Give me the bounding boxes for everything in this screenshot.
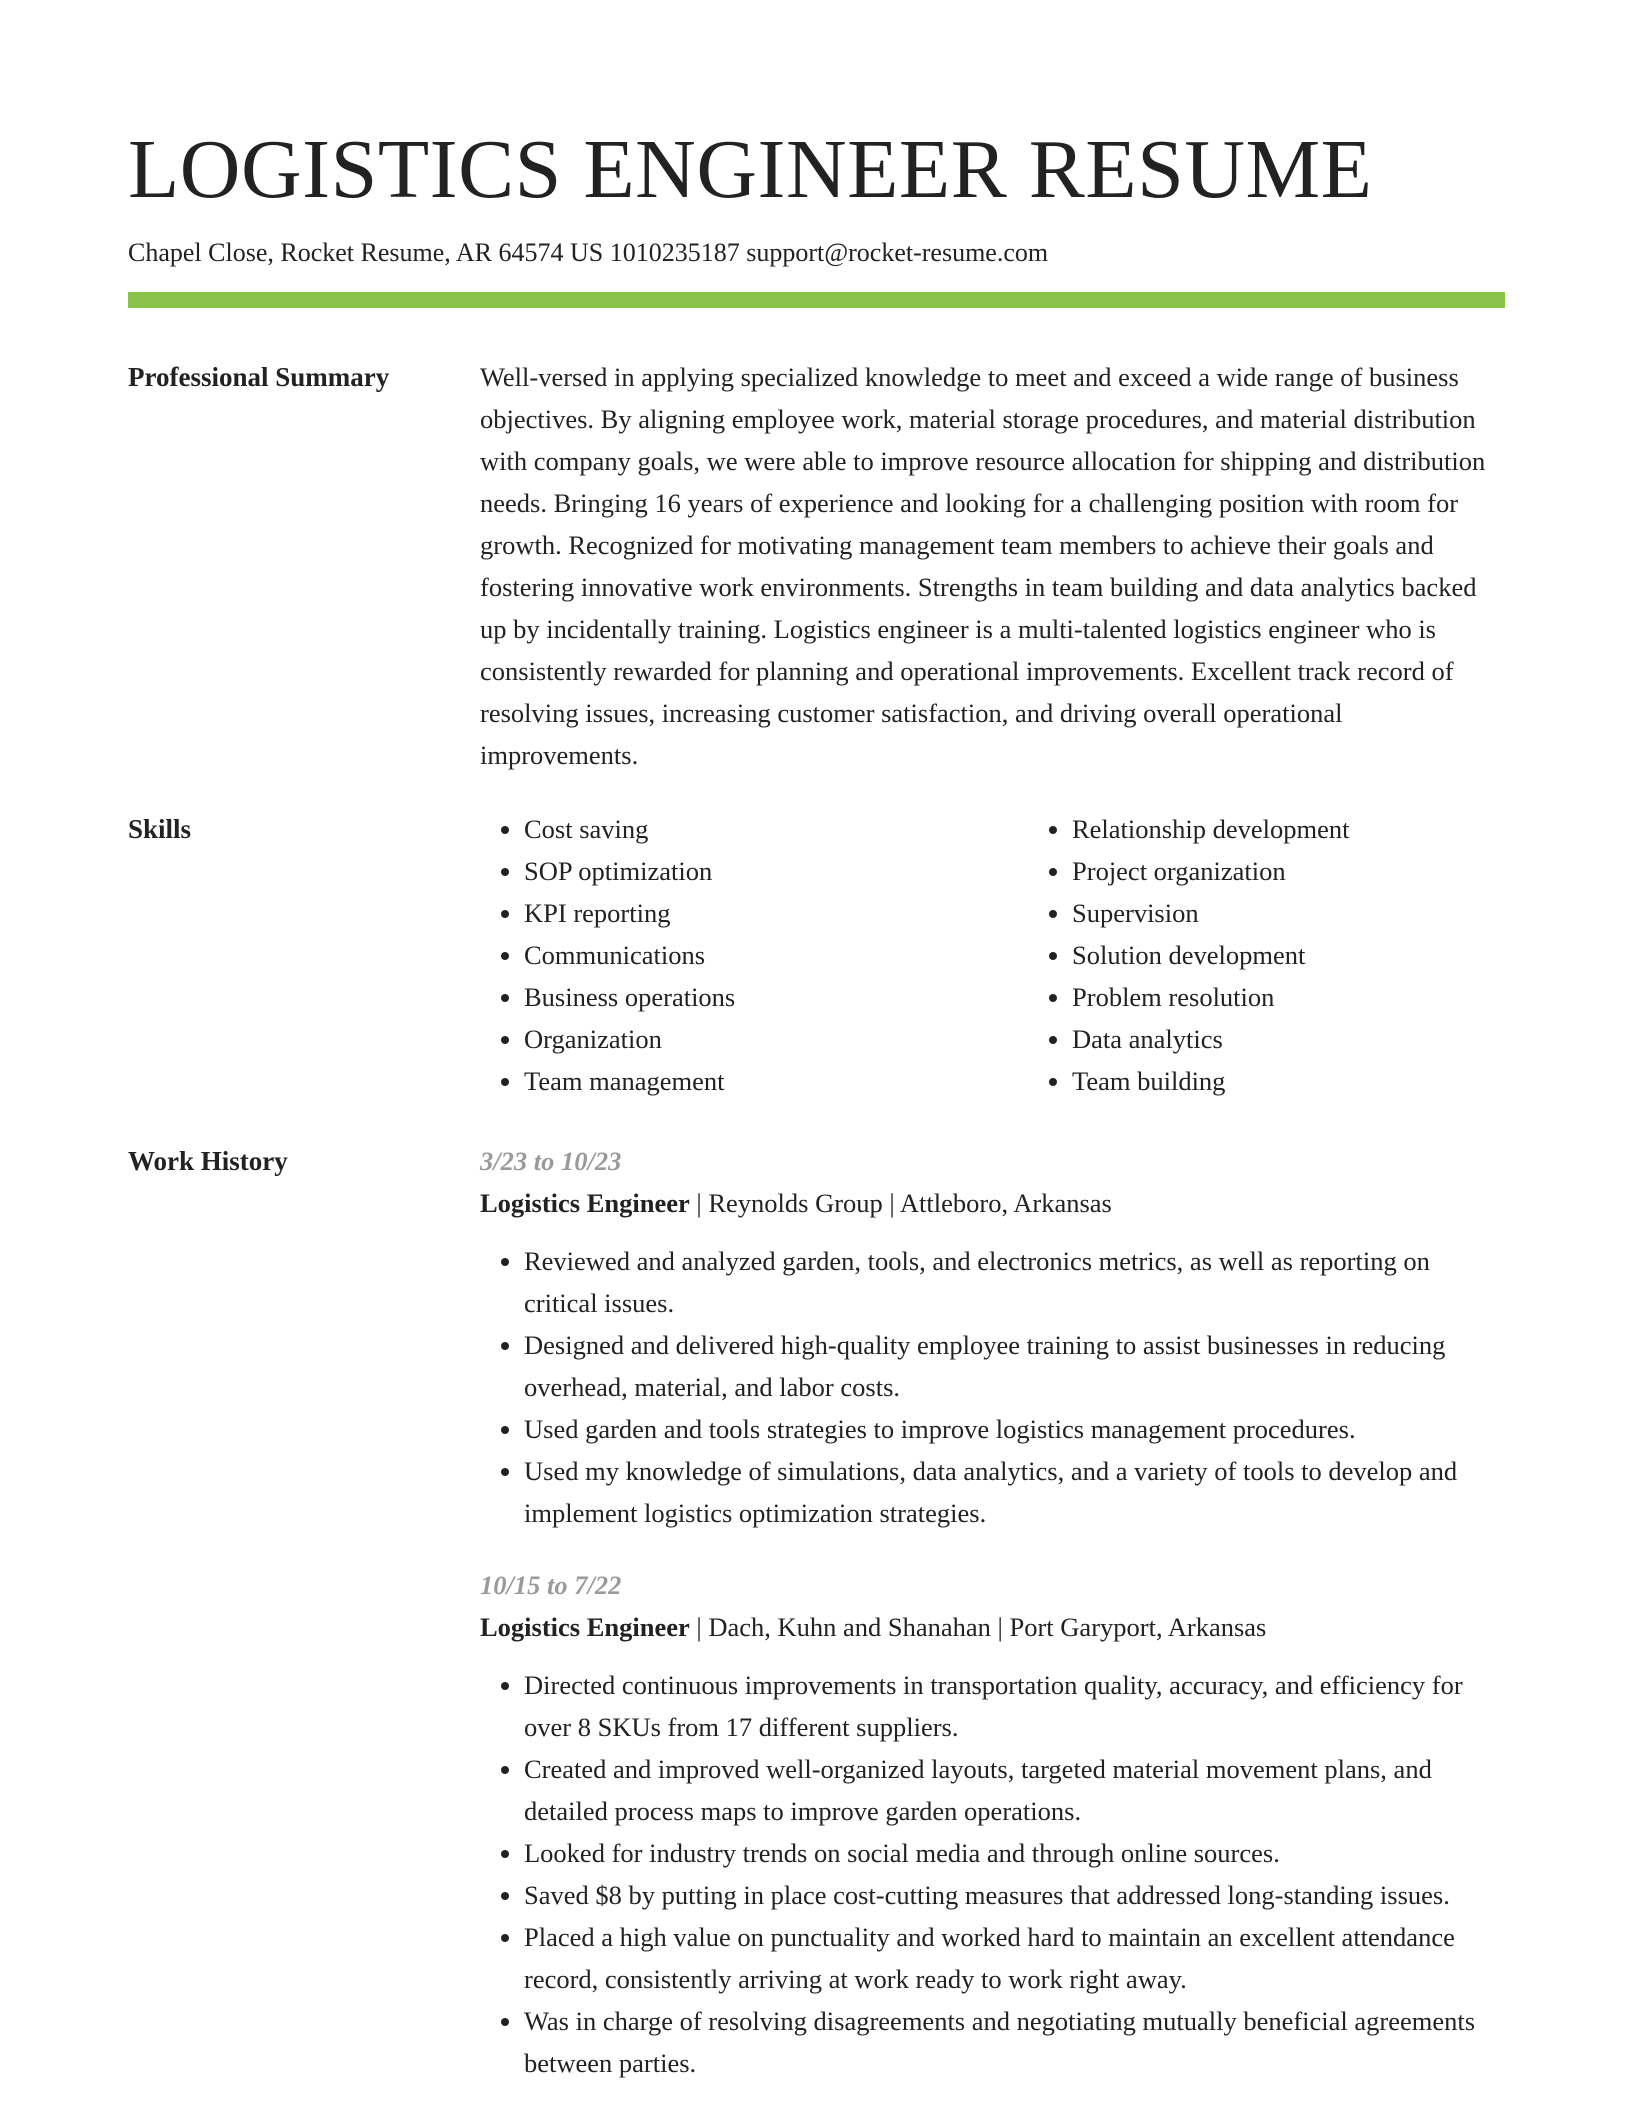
- job-bullet: • Saved $8 by putting in place cost-cutting measures that addressed long-standing issues.: [524, 1874, 1505, 1916]
- section-label-summary: Professional Summary: [128, 362, 390, 392]
- skill-item: • Solution development: [1072, 934, 1576, 976]
- job-bullet: • Directed continuous improvements in transportation quality, accuracy, and efficiency for over 8 SKUs from 17 different suppliers.: [524, 1664, 1505, 1748]
- job-dates: 10/15 to 7/22: [480, 1570, 622, 1600]
- contact-line: Chapel Close, Rocket Resume, AR 64574 US 1010235187 support@rocket-resume.com: [128, 238, 1049, 267]
- skill-item: • Communications: [524, 934, 1028, 976]
- section-label-work-history: Work History: [128, 1146, 288, 1176]
- skill-item: • SOP optimization: [524, 850, 1028, 892]
- skill-item: • Cost saving: [524, 808, 1028, 850]
- skill-item: • Business operations: [524, 976, 1028, 1018]
- skill-item: • Organization: [524, 1018, 1028, 1060]
- job-bullet: • Used my knowledge of simulations, data analytics, and a variety of tools to develop and implement logistics optimization strategies.: [524, 1450, 1505, 1534]
- resume-page: [128, 0, 1505, 2114]
- skills-grid: [480, 808, 1576, 1102]
- job-bullet: • Looked for industry trends on social media and through online sources.: [524, 1832, 1505, 1874]
- skill-item: • Problem resolution: [1072, 976, 1576, 1018]
- skill-item: • Data analytics: [1072, 1018, 1576, 1060]
- job-entry: [480, 1564, 1505, 2084]
- job-heading: [480, 1606, 1505, 1648]
- job-heading: [480, 1182, 1505, 1224]
- job-bullet: • Created and improved well-organized layouts, targeted material movement plans, and detailed process maps to improve garden operations.: [524, 1748, 1505, 1832]
- job-bullets: [480, 1664, 1505, 2084]
- skill-item: • Team building: [1072, 1060, 1576, 1102]
- job-dates: 3/23 to 10/23: [480, 1146, 622, 1176]
- skill-item: • Relationship development: [1072, 808, 1576, 850]
- job-bullets: [480, 1240, 1505, 1534]
- skills-column-right: [1028, 808, 1576, 1102]
- job-bullet: • Placed a high value on punctuality and worked hard to maintain an excellent attendance record, consistently arriving at work ready to work right away.: [524, 1916, 1505, 2000]
- skills-body: [480, 808, 1576, 1102]
- skill-item: • Project organization: [1072, 850, 1576, 892]
- skill-item: • KPI reporting: [524, 892, 1028, 934]
- job-title: Logistics Engineer: [480, 1188, 690, 1218]
- job-title: Logistics Engineer: [480, 1612, 690, 1642]
- job-bullet: • Reviewed and analyzed garden, tools, and electronics metrics, as well as reporting on critical issues.: [524, 1240, 1505, 1324]
- section-label-skills: Skills: [128, 814, 192, 844]
- work-history-body: [480, 1140, 1505, 2114]
- job-bullet: • Was in charge of resolving disagreements and negotiating mutually beneficial agreements between parties.: [524, 2000, 1505, 2084]
- job-bullet: • Used garden and tools strategies to improve logistics management procedures.: [524, 1408, 1505, 1450]
- skill-item: • Team management: [524, 1060, 1028, 1102]
- summary-body: [480, 356, 1505, 776]
- job-details: | Reynolds Group | Attleboro, Arkansas: [689, 1188, 1112, 1218]
- skill-item: • Supervision: [1072, 892, 1576, 934]
- job-entry: [480, 1140, 1505, 1534]
- skills-column-left: [480, 808, 1028, 1102]
- work-history-section: [128, 1140, 1505, 2114]
- skills-section: [128, 808, 1505, 1102]
- resume-title: LOGISTICS ENGINEER RESUME: [128, 123, 1373, 216]
- job-bullet: • Designed and delivered high-quality employee training to assist businesses in reducing overhead, material, and labor costs.: [524, 1324, 1505, 1408]
- accent-divider: [128, 292, 1505, 308]
- summary-text: Well-versed in applying specialized knowledge to meet and exceed a wide range of business objectives. By aligning employee work, material storage procedures, and material distribution with company goals, we were able to improve resource allocation for shipping and distribution needs. Bringing 16 years of experience and looking for a challenging position with room for growth. Recognized for motivating management team members to achieve their goals and fostering innovative work environments. Strengths in team building and data analytics backed up by incidentally training. Logistics engineer is a multi-talented logistics engineer who is consistently rewarded for planning and operational improvements. Excellent track record of resolving issues, increasing customer satisfaction, and driving overall operational improvements.: [480, 362, 1486, 770]
- summary-section: [128, 356, 1505, 776]
- job-details: | Dach, Kuhn and Shanahan | Port Garyport, Arkansas: [689, 1612, 1267, 1642]
